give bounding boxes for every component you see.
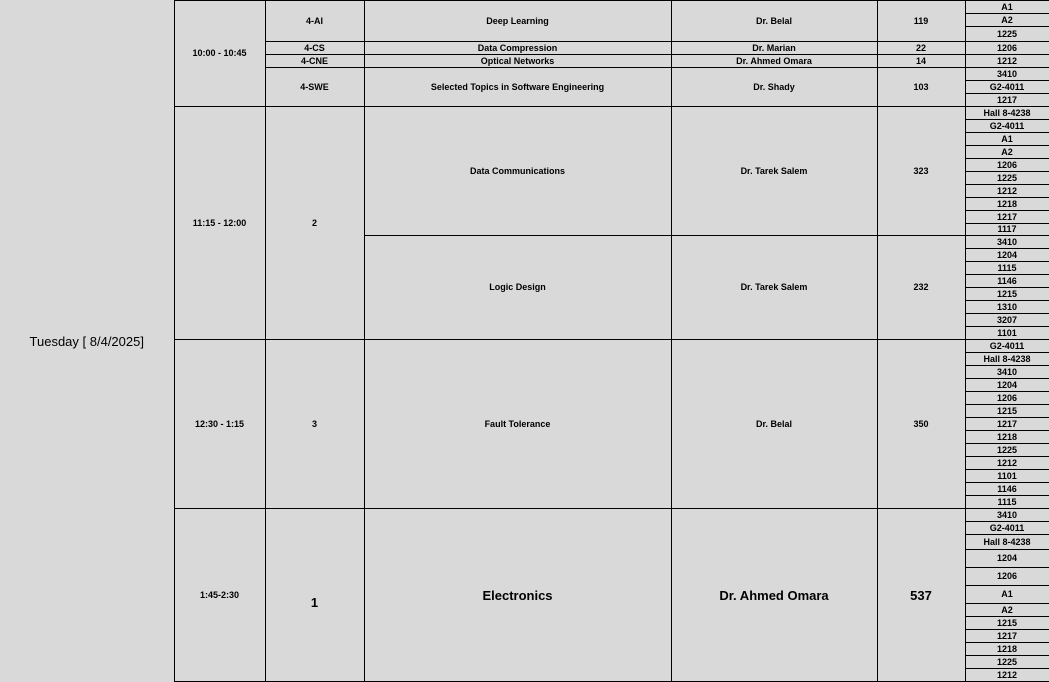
count-cell: 350 xyxy=(877,340,965,509)
room-cell: 3410 xyxy=(965,509,1049,522)
instructor-cell: Dr. Shady xyxy=(671,68,877,107)
instructor-cell: Dr. Belal xyxy=(671,340,877,509)
room-cell: 1204 xyxy=(965,249,1049,262)
group-cell: 4-CS xyxy=(265,42,364,55)
time-cell: 10:00 - 10:45 xyxy=(174,1,265,107)
room-cell: A1 xyxy=(965,133,1049,146)
room-cell: 1225 xyxy=(965,27,1049,42)
room-cell: 3410 xyxy=(965,236,1049,249)
group-cell: 4-AI xyxy=(265,1,364,42)
course-cell: Fault Tolerance xyxy=(364,340,671,509)
room-cell: 1115 xyxy=(965,496,1049,509)
group-cell: 1 xyxy=(265,509,364,682)
room-cell: 1212 xyxy=(965,185,1049,198)
room-cell: 1215 xyxy=(965,405,1049,418)
count-cell: 232 xyxy=(877,236,965,340)
room-cell: 1218 xyxy=(965,198,1049,211)
count-cell: 103 xyxy=(877,68,965,107)
room-cell: 1101 xyxy=(965,470,1049,483)
time-cell: 1:45-2:30 xyxy=(174,509,265,682)
room-cell: A2 xyxy=(965,14,1049,27)
room-cell: 1215 xyxy=(965,288,1049,301)
room-cell: Hall 8-4238 xyxy=(965,107,1049,120)
course-cell: Deep Learning xyxy=(364,1,671,42)
room-cell: 1117 xyxy=(965,224,1049,236)
time-cell: 11:15 - 12:00 xyxy=(174,107,265,340)
room-cell: 1217 xyxy=(965,94,1049,107)
room-cell: Hall 8-4238 xyxy=(965,535,1049,550)
group-cell: 4-SWE xyxy=(265,68,364,107)
room-cell: 1212 xyxy=(965,55,1049,68)
room-cell: 1146 xyxy=(965,483,1049,496)
room-cell: A2 xyxy=(965,146,1049,159)
instructor-cell: Dr. Tarek Salem xyxy=(671,236,877,340)
course-cell: Optical Networks xyxy=(364,55,671,68)
count-cell: 119 xyxy=(877,1,965,42)
course-cell: Electronics xyxy=(364,509,671,682)
count-cell: 537 xyxy=(877,509,965,682)
room-cell: 1217 xyxy=(965,630,1049,643)
room-cell: G2-4011 xyxy=(965,81,1049,94)
room-cell: 1206 xyxy=(965,159,1049,172)
room-cell: 1101 xyxy=(965,327,1049,340)
room-cell: 1217 xyxy=(965,211,1049,224)
room-cell: 1225 xyxy=(965,172,1049,185)
time-cell: 12:30 - 1:15 xyxy=(174,340,265,509)
room-cell: 1225 xyxy=(965,444,1049,457)
course-cell: Data Compression xyxy=(364,42,671,55)
instructor-cell: Dr. Ahmed Omara xyxy=(671,509,877,682)
room-cell: 1204 xyxy=(965,550,1049,568)
room-cell: 1146 xyxy=(965,275,1049,288)
room-cell: 1115 xyxy=(965,262,1049,275)
group-cell: 3 xyxy=(265,340,364,509)
room-cell: A1 xyxy=(965,1,1049,14)
count-cell: 22 xyxy=(877,42,965,55)
room-cell: 1218 xyxy=(965,643,1049,656)
instructor-cell: Dr. Belal xyxy=(671,1,877,42)
count-cell: 323 xyxy=(877,107,965,236)
room-cell: G2-4011 xyxy=(965,340,1049,353)
course-cell: Selected Topics in Software Engineering xyxy=(364,68,671,107)
instructor-cell: Dr. Ahmed Omara xyxy=(671,55,877,68)
room-cell: 1206 xyxy=(965,42,1049,55)
count-cell: 14 xyxy=(877,55,965,68)
room-cell: 1212 xyxy=(965,457,1049,470)
room-cell: G2-4011 xyxy=(965,522,1049,535)
room-cell: 1212 xyxy=(965,669,1049,682)
course-cell: Logic Design xyxy=(364,236,671,340)
room-cell: 1206 xyxy=(965,568,1049,586)
room-cell: 3410 xyxy=(965,68,1049,81)
room-cell: 1215 xyxy=(965,617,1049,630)
group-cell: 2 xyxy=(265,107,364,340)
course-cell: Data Communications xyxy=(364,107,671,236)
room-cell: 1310 xyxy=(965,301,1049,314)
group-cell: 4-CNE xyxy=(265,55,364,68)
instructor-cell: Dr. Marian xyxy=(671,42,877,55)
room-cell: 1204 xyxy=(965,379,1049,392)
room-cell: 3410 xyxy=(965,366,1049,379)
room-cell: 1217 xyxy=(965,418,1049,431)
room-cell: 1206 xyxy=(965,392,1049,405)
room-cell: 3207 xyxy=(965,314,1049,327)
room-cell: 1225 xyxy=(965,656,1049,669)
room-cell: 1218 xyxy=(965,431,1049,444)
room-cell: A2 xyxy=(965,604,1049,617)
room-cell: Hall 8-4238 xyxy=(965,353,1049,366)
room-cell: G2-4011 xyxy=(965,120,1049,133)
instructor-cell: Dr. Tarek Salem xyxy=(671,107,877,236)
room-cell: A1 xyxy=(965,586,1049,604)
day-cell: Tuesday [ 8/4/2025] xyxy=(0,1,174,682)
